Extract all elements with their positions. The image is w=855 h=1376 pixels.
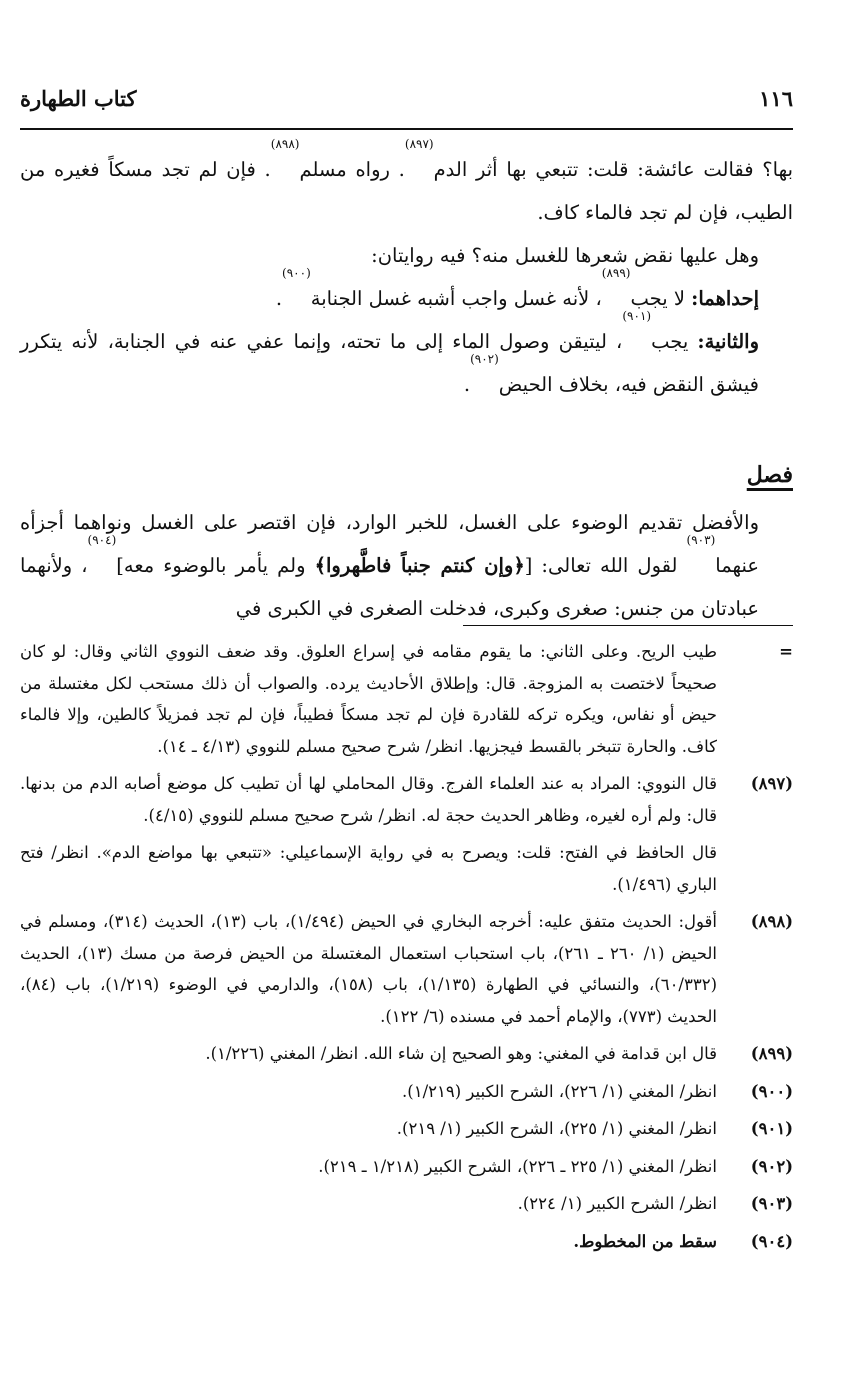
footnote-text: أقول: الحديث متفق عليه: أخرجه البخاري في الحيض (١/٤٩٤)، باب (١٣)، الحديث (٣١٤)، ومسلم في الحيض (١/ ٢٦٠ ـ ٢٦١)، باب استحباب استعمال المغتسلة من الحيض فرصة من مسك (١٣)، الحديث (٦٠/٣٣٢)، والنسائي في الطهارة (١/١٣٥)، باب (١٥٨)، والدارمي في الوضوء (١/٢١٩)، باب (٨٤)، الحديث (٧٧٣)، والإمام أحمد في مسنده (٦/ ١٢٢). bbox=[20, 912, 718, 1026]
paragraph-label: إحداهما: bbox=[691, 287, 759, 310]
footnote-text: قال الحافظ في الفتح: قلت: ويصرح به في رواية الإسماعيلي: «تتبعي بها مواضع الدم». انظر/ فتح الباري (١/٤٩٦). bbox=[20, 843, 717, 894]
footnote-number: (٩٠٠) bbox=[750, 1081, 793, 1101]
footnote-ref[interactable]: (٩٠٢) bbox=[470, 352, 499, 366]
footnote-ref[interactable]: (٩٠٣) bbox=[686, 533, 716, 547]
footnotes bbox=[20, 636, 793, 1263]
footnote bbox=[20, 1226, 793, 1258]
footnote bbox=[20, 1188, 793, 1220]
book-title: كتاب الطهارة bbox=[20, 86, 137, 111]
footnote-number: (٨٩٩) bbox=[750, 1044, 793, 1063]
footnote-text: سقط من المخطوط. bbox=[573, 1231, 717, 1251]
main-text bbox=[20, 137, 794, 630]
footnote-number: (٩٠١) bbox=[750, 1119, 793, 1138]
footnote-continuation bbox=[20, 837, 793, 900]
footnote bbox=[20, 768, 793, 831]
footnote-number: (٨٩٨) bbox=[750, 912, 793, 931]
page-header bbox=[20, 86, 793, 122]
paragraph-label: والثانية: bbox=[697, 330, 759, 353]
footnote-number: = bbox=[779, 642, 793, 661]
footnote-ref[interactable]: (٩٠١) bbox=[622, 309, 652, 323]
footnote-ref[interactable]: (٨٩٧) bbox=[404, 137, 434, 151]
footnote bbox=[20, 1151, 793, 1183]
footnote-text: انظر/ المغني (١/ ٢٢٥ ـ ٢٢٦)، الشرح الكبير (١/٢١٨ ـ ٢١٩). bbox=[318, 1156, 717, 1176]
footnote bbox=[20, 1113, 793, 1145]
page-number: ١١٦ bbox=[759, 86, 793, 111]
paragraph: والأفضل تقديم الوضوء على الغسل، للخبر الوارد، فإن اقتصر على الغسل ونواهما أجزأه عنهما$^{(٩٠٣)}$ لقول الله تعالى: [﴿وإن كنتم جنباً فاطَّهروا﴾ ولم يأمر بالوضوء معه]$^{(٩٠٤)}$، ولأنهما عبادتان من جنس: صغرى وكبرى، فدخلت الصغرى في الكبرى في bbox=[20, 511, 759, 620]
footnote-ref[interactable]: (٨٩٩) bbox=[601, 266, 631, 280]
footnote-number: (٩٠٤) bbox=[750, 1231, 793, 1251]
footnote-text: انظر/ المغني (١/ ٢٢٥)، الشرح الكبير (١/ ٢١٩). bbox=[396, 1119, 717, 1138]
footnote-text: طيب الريح. وعلى الثاني: ما يقوم مقامه في إسراع العلوق. وقد ضعف النووي الثاني وقال: لو كان صحيحاً لاختصت به المزوجة. قال: وإطلاق الأحاديث يرده. والصواب أن ذلك مستحب لكل مغتسلة من حيض أو نفاس، ويكره تركه للقادرة فإن لم تجد مسكاً فطيباً، فإن لم تجد فمزيلاً كالطين، وإلا فالماء كاف. والحارة تتبخر بالقسط فيجزيها. انظر/ شرح صحيح مسلم للنووي (٤/١٣ ـ ١٤). bbox=[20, 642, 717, 756]
footnote-number: (٨٩٧) bbox=[750, 774, 793, 793]
footnote-text: انظر/ الشرح الكبير (١/ ٢٢٤). bbox=[517, 1194, 717, 1213]
footnote-text: قال ابن قدامة في المغني: وهو الصحيح إن شاء الله. انظر/ المغني (١/٢٢٦). bbox=[205, 1044, 717, 1063]
footnote bbox=[20, 1076, 793, 1108]
footnote bbox=[20, 636, 793, 762]
paragraph: والثانية: يجب$^{(٩٠١)}$، ليتيقن وصول الماء إلى ما تحته، وإنما عفي عنه في الجنابة، لأنه يتكرر فيشق النقض فيه، بخلاف الحيض$^{(٩٠٢)}$. bbox=[20, 309, 759, 396]
footnote-text: انظر/ المغني (١/ ٢٢٦)، الشرح الكبير (١/٢١٩). bbox=[402, 1081, 717, 1101]
paragraph: وهل عليها نقض شعرها للغسل منه؟ فيه روايتان: bbox=[371, 244, 759, 267]
quran-verse: ﴿وإن كنتم جنباً فاطَّهروا﴾ bbox=[314, 554, 525, 577]
paragraph: إحداهما: لا يجب$^{(٨٩٩)}$، لأنه غسل واجب أشبه غسل الجنابة$^{(٩٠٠)}$. bbox=[275, 266, 759, 310]
footnote-text: قال النووي: المراد به عند العلماء الفرج. وقال المحاملي لها أن تطيب كل موضع أصابه الدم من بدنها. قال: ولم أره لغيره، وظاهر الحديث حجة له. انظر/ شرح صحيح مسلم للنووي (٤/١٥). bbox=[20, 774, 717, 825]
paragraph: بها؟ فقالت عائشة: قلت: تتبعي بها أثر الدم$^{(٨٩٧)}$. رواه مسلم$^{(٨٩٨)}$. فإن لم تجد مسكاً فغيره من الطيب، فإن لم تجد فالماء كاف. bbox=[20, 137, 794, 224]
header-rule bbox=[20, 128, 793, 130]
footnote-ref[interactable]: (٩٠٠) bbox=[282, 266, 311, 280]
footnote-ref[interactable]: (٨٩٨) bbox=[270, 137, 300, 151]
footnote bbox=[20, 906, 793, 1032]
footnote-number: (٩٠٢) bbox=[750, 1156, 793, 1176]
footnote bbox=[20, 1038, 793, 1070]
footnote-number: (٩٠٣) bbox=[750, 1194, 793, 1213]
footnote-ref[interactable]: (٩٠٤) bbox=[87, 533, 117, 547]
section-title: فصل bbox=[746, 462, 793, 488]
footnote-rule bbox=[463, 625, 793, 626]
